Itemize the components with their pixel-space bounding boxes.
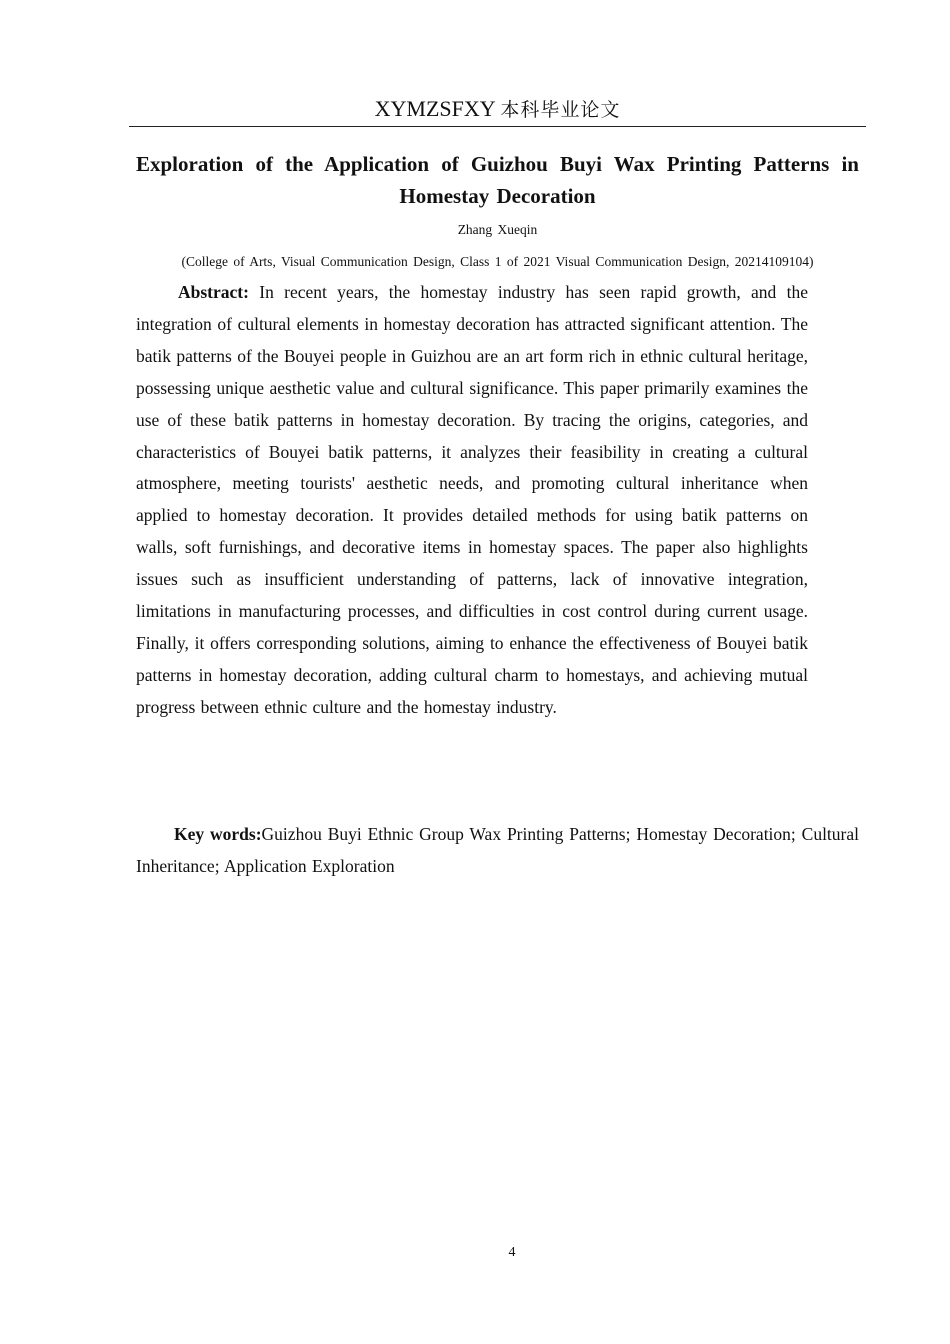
page-header [129, 94, 866, 127]
abstract-paragraph [136, 277, 808, 724]
keywords-label: Key words: [174, 824, 262, 844]
header-school: XYMZSFXY [374, 96, 495, 121]
paper-author: Zhang Xueqin [457, 222, 538, 237]
paper-title: Exploration of the Application of Guizhou Buyi Wax Printing Patterns in Homestay Decoration [136, 152, 859, 208]
keywords-paragraph [136, 819, 859, 883]
paper-affiliation: (College of Arts, Visual Communication Design, Class 1 of 2021 Visual Communication Design, 20214109104) [181, 254, 814, 269]
header-thesis-type: 本科毕业论文 [500, 99, 621, 121]
page-number: 4 [508, 1245, 516, 1260]
abstract-text: In recent years, the homestay industry has seen rapid growth, and the integration of cultural elements in homestay decoration has attracted significant attention. The batik patterns of the Bouyei people in Guizhou are an art form rich in ethnic cultural heritage, possessing unique aesthetic value and cultural significance. This paper primarily examines the use of these batik patterns in homestay decoration. By tracing the origins, categories, and characteristics of Bouyei batik patterns, it analyzes their feasibility in creating a cultural atmosphere, meeting tourists' aesthetic needs, and promoting cultural inheritance when applied to homestay decoration. It provides detailed methods for using batik patterns on walls, soft furnishings, and decorative items in homestay spaces. The paper also highlights issues such as insufficient understanding of patterns, lack of innovative integration, limitations in manufacturing processes, and difficulties in cost control during current usage. Finally, it offers corresponding solutions, aiming to enhance the effectiveness of Bouyei batik patterns in homestay decoration, adding cultural charm to homestays, and achieving mutual progress between ethnic culture and the homestay industry. [136, 282, 808, 717]
abstract-label: Abstract: [178, 282, 249, 302]
keywords-text: Guizhou Buyi Ethnic Group Wax Printing Patterns; Homestay Decoration; Cultural Inheritance; Application Exploration [136, 824, 860, 876]
